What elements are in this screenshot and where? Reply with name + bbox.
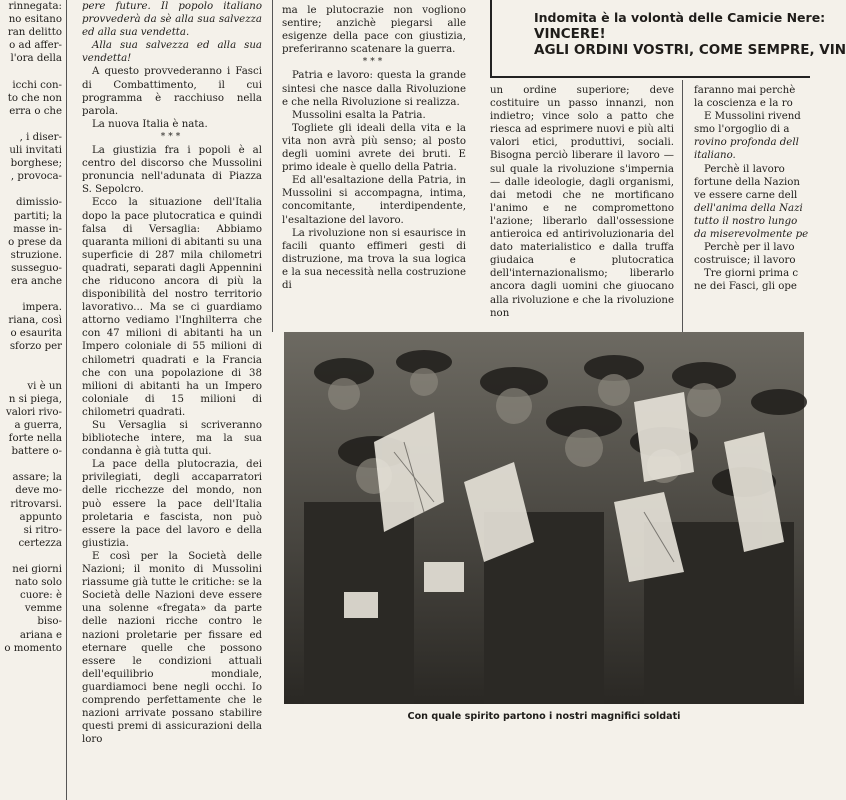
text-line: dimissio-	[16, 197, 62, 209]
paragraph: costruisce; il lavoro	[694, 255, 796, 267]
text-line: o momento	[4, 642, 62, 654]
text-line: o esaurita	[10, 328, 62, 340]
text-line: , i diser-	[19, 131, 62, 143]
paragraph: La pace della plutocrazia, dei privilegiati, degli accaparratori delle ricchezze del mondo, non può essere la pace dell'Italia proletaria e fascista, non può essere la pace del lavoro e della giustizia.	[82, 459, 262, 549]
text-line: valori rivo-	[5, 406, 62, 418]
text-line: deve mo-	[15, 485, 62, 497]
paragraph: E Mussolini rivend	[704, 111, 801, 123]
text-line: ritrovarsi.	[10, 498, 62, 510]
paragraph: Alla sua salvezza ed alla sua vendetta!	[82, 40, 262, 65]
text-line	[0, 183, 62, 196]
text-line: vemme biso-	[24, 603, 62, 628]
paragraph: Patria e lavoro: questa la grande sintesi che nasce dalla Rivoluzione e che nella Rivoluzione si realizza.	[282, 70, 466, 108]
paragraph: ve essere carne dell	[694, 189, 798, 201]
text-line: struzione.	[10, 249, 62, 261]
column-4	[490, 84, 674, 332]
paragraph: La rivoluzione non si esaurisce in facili quanto effimeri gesti di distruzione, ma trova la sua logica e la sua necessità nella costruzione di	[282, 227, 466, 291]
text-line: appunto	[19, 511, 62, 523]
photo-caption: Con quale spirito partono i nostri magnifici soldati	[407, 711, 681, 722]
text-line: o ad affer-	[9, 40, 62, 52]
text-line: sforzo per	[9, 341, 62, 353]
text-line	[0, 367, 62, 380]
paragraph: Su Versaglia si scriveranno biblioteche intere, ma la sua condanna è già tutta qui.	[82, 420, 262, 458]
paragraph: la coscienza e la ro	[694, 98, 793, 110]
paragraph: ma le plutocrazie non vogliono sentire; anzichè piegarsi alle esigenze della pace con giustizia, preferiranno scatenare la guerra.	[282, 5, 466, 56]
paragraph: Togliete gli ideali della vita e la vita non avrà più senso; al posto degli uomini avrete dei bruti. E primo ideale è quello della Patria.	[282, 122, 466, 174]
headline-line-2: VINCERE!	[534, 26, 606, 42]
text-line: no esitano	[8, 14, 62, 26]
text-line: , provoca-	[10, 171, 62, 183]
text-line: impera.	[22, 302, 62, 314]
soldiers-photograph	[284, 332, 804, 704]
text-line: susseguo-	[11, 262, 62, 274]
paragraph: Ecco la situazione dell'Italia dopo la pace plutocratica e quindi falsa di Versaglia: Abbiamo quaranta milioni di abitanti su una superficie di 287 mila chilometri quadrati, separati dagli Appennini che riducono ancora di più la disponibilità del nostro territorio lavorativo... Ma se ci guardiamo attorno vediamo l'Inghilterra che con 47 milioni di abitanti ha un Impero coloniale di 55 milioni di chilometri quadrati e la Francia che con una popolazione di 38 milioni di abitanti ha un Impero coloniale di 15 milioni di chilometri quadrati.	[82, 197, 262, 418]
column-rule	[272, 0, 273, 332]
headline-line-1: Indomita è la volontà delle Camicie Nere:	[534, 10, 826, 25]
text-line: assare; la	[12, 472, 62, 484]
paragraph: Perchè il lavoro	[704, 163, 785, 175]
paragraph: un ordine superiore; deve costituire un passo innanzi, non indietro; vince solo a patto che riesca ad esprimere nuovi e più alti valori etici, produttivi, sociali. Bisogna perciò liberare il lavoro — sul quale la rivoluzione s'impernia — dalle ideologie, dagli organismi, dai metodi che ne mortificano l'animo e ne compromettono l'azione; liberarlo dall'ossessione antieroica ed antirivoluzionaria del dato materialistico e dalla truffa giudaica e plutocratica dell'internazionalismo; liberarlo ancora dagli uomini che giuocano alla rivoluzione e che la rivoluzione non	[490, 85, 674, 319]
column-1	[0, 0, 62, 655]
text-line	[0, 458, 62, 471]
column-3	[282, 4, 466, 334]
paragraph: da miserevolmente pe	[694, 229, 809, 241]
paragraph: dell'anima della Nazi	[694, 202, 803, 214]
paragraph: Ed all'esaltazione della Patria, in Mussolini si accompagna, intima, concomitante, interdipendente, l'esaltazione del lavoro.	[282, 175, 466, 226]
paragraph: tutto il nostro lungo	[694, 215, 798, 227]
text-line: n si piega,	[8, 393, 62, 405]
text-line	[0, 354, 62, 367]
section-separator: ***	[362, 57, 386, 68]
paragraph: ne dei Fasci, gli ope	[694, 281, 797, 293]
paragraph: E così per la Società delle Nazioni; il monito di Mussolini riassume già tutte le critiche: se la Società delle Nazioni deve essere una solenne «fregata» da parte delle nazioni ricche contro le nazioni proletarie per fissare ed eternare quelle che possono essere le condizioni attuali dell'equilibrio mondiale, guardiamoci bene negli occhi. Io comprendo perfettamente che le nazioni arrivate possano stabilire questi premi di assicurazioni della loro	[82, 550, 262, 746]
text-line: battere o-	[11, 446, 62, 458]
paragraph: pere future. Il popolo italiano provvederà da sè alla sua salvezza ed alla sua vendetta.	[82, 1, 262, 39]
photo-illustration	[284, 332, 804, 704]
text-line: l'ora della	[10, 53, 62, 65]
text-line: vi è un	[27, 380, 62, 392]
section-separator: ***	[160, 131, 184, 142]
column-2	[82, 0, 262, 746]
text-line: o prese da	[8, 236, 62, 248]
text-line: a guerra,	[14, 420, 62, 431]
text-line: nato solo	[15, 577, 62, 589]
paragraph: La giustizia fra i popoli è al centro del discorso che Mussolini pronuncia nell'adunata di Piazza S. Sepolcro.	[82, 145, 262, 196]
text-line: si ritro-	[23, 524, 62, 536]
text-line	[0, 288, 62, 301]
paragraph: Mussolini esalta la Patria.	[292, 109, 426, 121]
text-line	[0, 550, 62, 563]
paragraph: rovino profonda dell	[694, 137, 799, 149]
text-line: icchi con-	[12, 79, 62, 91]
text-line: partiti; la	[13, 210, 62, 222]
paragraph: La nuova Italia è nata.	[92, 118, 208, 130]
text-line: uli invitati	[9, 145, 62, 157]
text-line: cuore: è	[20, 590, 62, 602]
paragraph: smo l'orgoglio di a	[694, 124, 790, 136]
text-line	[0, 118, 62, 131]
text-line: forte nella	[8, 433, 62, 445]
paragraph: fortune della Nazion	[694, 176, 800, 188]
text-line: erra o che	[9, 105, 62, 117]
text-line: nei giorni	[12, 564, 62, 576]
column-rule	[682, 80, 683, 332]
text-line: ariana e	[19, 629, 62, 641]
paragraph: A questo provvederanno i Fasci di Combattimento, il cui programma è racchiuso nella parola.	[82, 66, 262, 117]
text-line: masse in-	[13, 223, 62, 235]
text-line: riana, così	[8, 315, 62, 327]
text-line	[0, 65, 62, 78]
text-line: to che non	[7, 92, 62, 104]
text-line: certezza	[18, 537, 62, 549]
column-5	[694, 84, 809, 332]
text-line: rinnegata:	[8, 1, 62, 12]
paragraph: italiano.	[694, 150, 736, 162]
headline-line-3: AGLI ORDINI VOSTRI, COME SEMPRE, VIN	[534, 42, 846, 58]
text-line: ran delitto	[7, 27, 62, 39]
paragraph: Perchè per il lavo	[704, 242, 795, 254]
column-rule	[66, 0, 67, 800]
paragraph: Tre giorni prima c	[704, 268, 799, 280]
paragraph: faranno mai perchè	[694, 85, 796, 96]
headline-box	[490, 0, 846, 78]
text-line: borghese;	[10, 158, 62, 170]
text-line: era anche	[10, 275, 62, 287]
